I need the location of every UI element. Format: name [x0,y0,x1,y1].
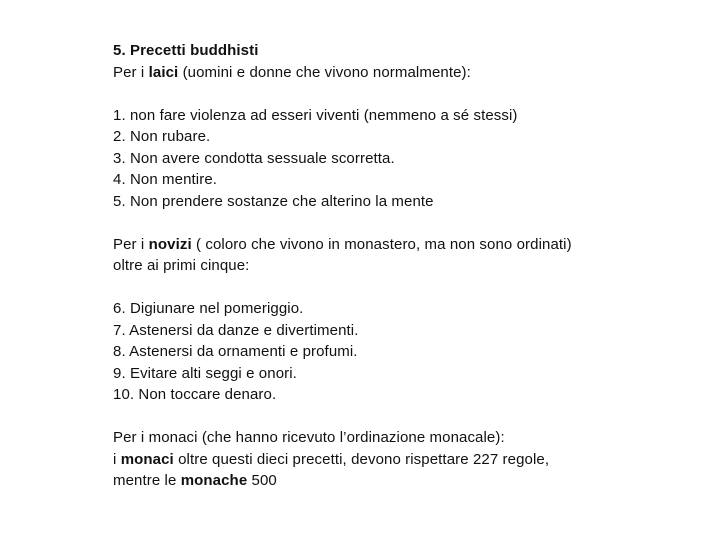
precept-4: 4. Non mentire. [113,171,218,188]
monaci-heading: Per i monaci (che hanno ricevuto l’ordinazione monacale): [113,429,505,446]
spacer [113,212,703,234]
novizi-keyword: novizi [148,235,192,253]
precept-8: 8. Astenersi da ornamenti e profumi. [113,343,358,360]
precept-10: 10. Non toccare denaro. [113,386,277,403]
novizi-heading-line2: oltre ai primi cinque: [113,257,250,274]
novizi-heading-post: ( coloro che vivono in monastero, ma non sono ordinati) [191,235,572,253]
precept-9: 9. Evitare alti seggi e onori. [113,364,297,382]
laici-heading [113,62,703,84]
precept-1: 1. non fare violenza ad esseri viventi (nemmeno a sé stessi) [113,106,518,124]
monache-rules [113,470,703,492]
laici-keyword: laici [148,63,179,81]
laici-heading-pre: Per i [113,63,149,81]
monache-rules-post: 500 [247,472,277,489]
novizi-heading-pre: Per i [113,235,149,253]
monaci-rules-post: oltre questi dieci precetti, devono rispettare 227 regole, [173,450,550,468]
precept-6: 6. Digiunare nel pomeriggio. [113,300,304,317]
spacer [113,406,703,428]
precept-7: 7. Astenersi da danze e divertimenti. [113,321,359,339]
monaci-rules-pre: i [113,450,121,468]
monache-rules-pre: mentre le [113,472,181,489]
spacer [113,83,703,105]
precept-2: 2. Non rubare. [113,128,211,145]
monache-keyword: monache [180,472,248,489]
precept-3: 3. Non avere condotta sessuale scorretta. [113,149,395,167]
novizi-heading [113,234,703,256]
spacer [113,277,703,299]
monaci-rules [113,449,703,471]
precept-5: 5. Non prendere sostanze che alterino la mente [113,192,434,210]
slide-title: 5. Precetti buddhisti [113,42,259,59]
slide-content [113,40,703,492]
monaci-keyword: monaci [120,450,174,468]
laici-heading-post: (uomini e donne che vivono normalmente): [178,63,471,81]
